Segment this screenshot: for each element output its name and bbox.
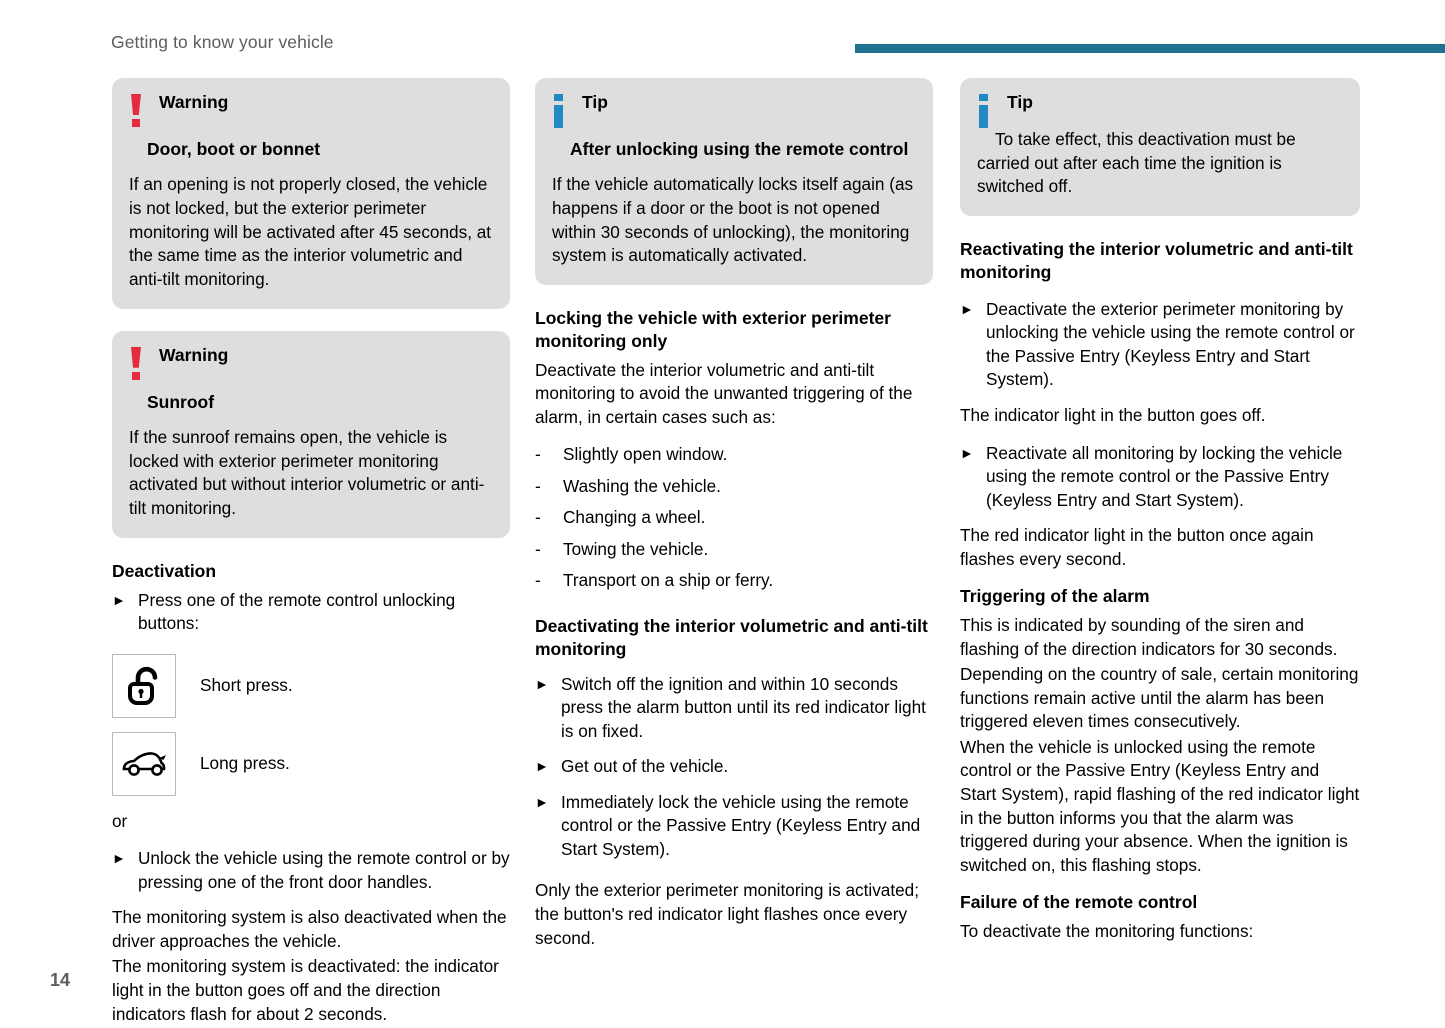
list-item-label: Slightly open window. — [563, 444, 728, 465]
callout-label: Warning — [159, 92, 229, 112]
column-1 — [112, 78, 510, 1028]
instruction-step — [535, 791, 933, 862]
page-number: 14 — [50, 970, 71, 990]
list-item-label: Towing the vehicle. — [563, 538, 709, 559]
callout-header — [129, 345, 493, 381]
list-item — [535, 569, 933, 593]
arrow-bullet-icon: ► — [112, 850, 126, 867]
dash-bullet-icon: - — [535, 507, 541, 528]
callout-header — [552, 92, 916, 128]
unlocked-padlock-icon — [122, 664, 166, 708]
list-item — [535, 506, 933, 530]
arrow-bullet-icon: ► — [535, 793, 549, 810]
callout-label: Tip — [582, 92, 608, 112]
callout-text-wrap — [1007, 92, 1343, 114]
paragraph: To deactivate the monitoring functions: — [960, 921, 1254, 942]
dash-bullet-icon: - — [535, 538, 541, 559]
instruction-step — [535, 673, 933, 744]
callout-body: If the vehicle automatically locks itself again (as happens if a door or the boot is not opened within 30 seconds of unlocking), the monitoring system is automatically activated. — [552, 174, 914, 266]
callout-body: If an opening is not properly closed, the vehicle is not locked, but the exterior perimeter monitoring will be activated after 45 seconds, at the same time as the interior volumetric and anti-tilt monitoring. — [129, 174, 492, 290]
pictogram-row-short-press — [112, 654, 510, 718]
callout-body: To take effect, this deactivation must be carried out after each time the ignition is switched off. — [977, 129, 1296, 197]
dash-bullet-icon: - — [535, 475, 541, 496]
instruction-text: Unlock the vehicle using the remote control or by pressing one of the front door handles. — [138, 848, 510, 892]
warning-callout-door-boot-bonnet — [112, 78, 510, 309]
list-item — [535, 475, 933, 499]
column-2 — [535, 78, 933, 952]
callout-body: If the sunroof remains open, the vehicle is locked with exterior perimeter monitoring activated but without interior volumetric or anti-tilt monitoring. — [129, 426, 485, 519]
page-header-title: Getting to know your vehicle — [111, 32, 334, 52]
info-i-icon — [977, 92, 994, 128]
tip-callout-after-unlocking — [535, 78, 933, 285]
info-i-icon — [552, 92, 569, 128]
paragraph: Deactivate the interior volumetric and anti-tilt monitoring to avoid the unwanted triggering of the alarm, in certain cases such as: — [535, 359, 913, 427]
callout-label: Tip — [1007, 92, 1033, 112]
section-heading-failure-remote-control: Failure of the remote control — [960, 892, 1198, 913]
column-3 — [960, 78, 1360, 946]
page-header — [0, 0, 1445, 62]
instruction-text: Switch off the ignition and within 10 seconds press the alarm button until its red indicator light is on fixed. — [561, 673, 926, 741]
closing-paragraph: The monitoring system is also deactivated when the driver approaches the vehicle. — [112, 907, 507, 951]
instruction-text: Get out of the vehicle. — [561, 756, 729, 777]
arrow-bullet-icon: ► — [960, 300, 974, 317]
section-heading-deactivation: Deactivation — [112, 560, 217, 581]
section-heading-deactivating-interior: Deactivating the interior volumetric and anti-tilt monitoring — [535, 616, 928, 659]
pictogram-label: Short press. — [200, 675, 293, 696]
car-side-view-icon — [120, 747, 168, 781]
warning-exclamation-icon — [129, 345, 146, 381]
instruction-text: Press one of the remote control unlocking buttons: — [138, 589, 456, 634]
paragraph: The red indicator light in the button once again flashes every second. — [960, 525, 1314, 569]
closing-paragraph: The monitoring system is deactivated: the indicator light in the button goes off and the direction indicators flash for about 2 seconds. — [112, 956, 499, 1024]
arrow-bullet-icon: ► — [960, 444, 974, 461]
section-heading-triggering-alarm: Triggering of the alarm — [960, 586, 1150, 607]
list-item — [535, 538, 933, 562]
arrow-bullet-icon: ► — [535, 758, 549, 775]
warning-callout-sunroof — [112, 331, 510, 538]
paragraph: The indicator light in the button goes off. — [960, 404, 1266, 425]
callout-subtitle: Door, boot or bonnet — [147, 139, 321, 159]
dash-bullet-icon: - — [535, 444, 541, 465]
header-accent-rule — [855, 44, 1445, 53]
arrow-bullet-icon: ► — [112, 591, 126, 608]
instruction-step — [960, 298, 1360, 392]
tip-callout-deactivation-effect — [960, 78, 1360, 216]
pictogram-label: Long press. — [200, 753, 290, 774]
or-text: or — [112, 810, 128, 831]
closing-paragraph: Only the exterior perimeter monitoring is activated; the button's red indicator light flashes once every second. — [535, 880, 920, 948]
instruction-step — [535, 755, 933, 779]
callout-subtitle: Sunroof — [147, 391, 215, 412]
instruction-text: Immediately lock the vehicle using the remote control or the Passive Entry (Keyless Entry and Start System). — [561, 791, 921, 859]
callout-label: Warning — [159, 344, 229, 365]
list-item — [535, 443, 933, 467]
warning-exclamation-icon — [129, 92, 146, 128]
pictogram-box — [112, 732, 176, 796]
list-item-label: Washing the vehicle. — [563, 475, 721, 496]
list-item-label: Changing a wheel. — [563, 507, 706, 528]
dash-bullet-icon: - — [535, 570, 541, 591]
arrow-bullet-icon: ► — [535, 675, 549, 692]
instruction-step — [112, 847, 510, 894]
callout-subtitle: After unlocking using the remote control — [570, 139, 909, 159]
paragraph: Depending on the country of sale, certain monitoring functions remain active until the alarm has been triggered eleven times consecutively. — [960, 664, 1359, 732]
callout-header — [129, 92, 493, 128]
instruction-text: Deactivate the exterior perimeter monitoring by unlocking the vehicle using the remote control or the Passive Entry (Keyless Entry and Start System). — [986, 298, 1355, 390]
instruction-step — [960, 442, 1360, 513]
instruction-text: Reactivate all monitoring by locking the vehicle using the remote control or the Passive Entry (Keyless Entry and Start System). — [986, 442, 1343, 510]
paragraph: This is indicated by sounding of the siren and flashing of the direction indicators for 30 seconds. — [960, 615, 1338, 659]
pictogram-box — [112, 654, 176, 718]
section-heading-reactivating-interior: Reactivating the interior volumetric and anti-tilt monitoring — [960, 239, 1353, 282]
paragraph: When the vehicle is unlocked using the remote control or the Passive Entry (Keyless Entry and Start System), rapid flashing of the red indicator light in the button informs you that the alarm was triggered during your absence. When the ignition is switched on, this flashing stops. — [960, 736, 1360, 875]
instruction-step — [112, 589, 510, 636]
section-heading-locking-exterior-only: Locking the vehicle with exterior perimeter monitoring only — [535, 308, 891, 351]
callout-header — [977, 92, 1343, 128]
pictogram-row-long-press — [112, 732, 510, 796]
list-item-label: Transport on a ship or ferry. — [563, 570, 774, 591]
